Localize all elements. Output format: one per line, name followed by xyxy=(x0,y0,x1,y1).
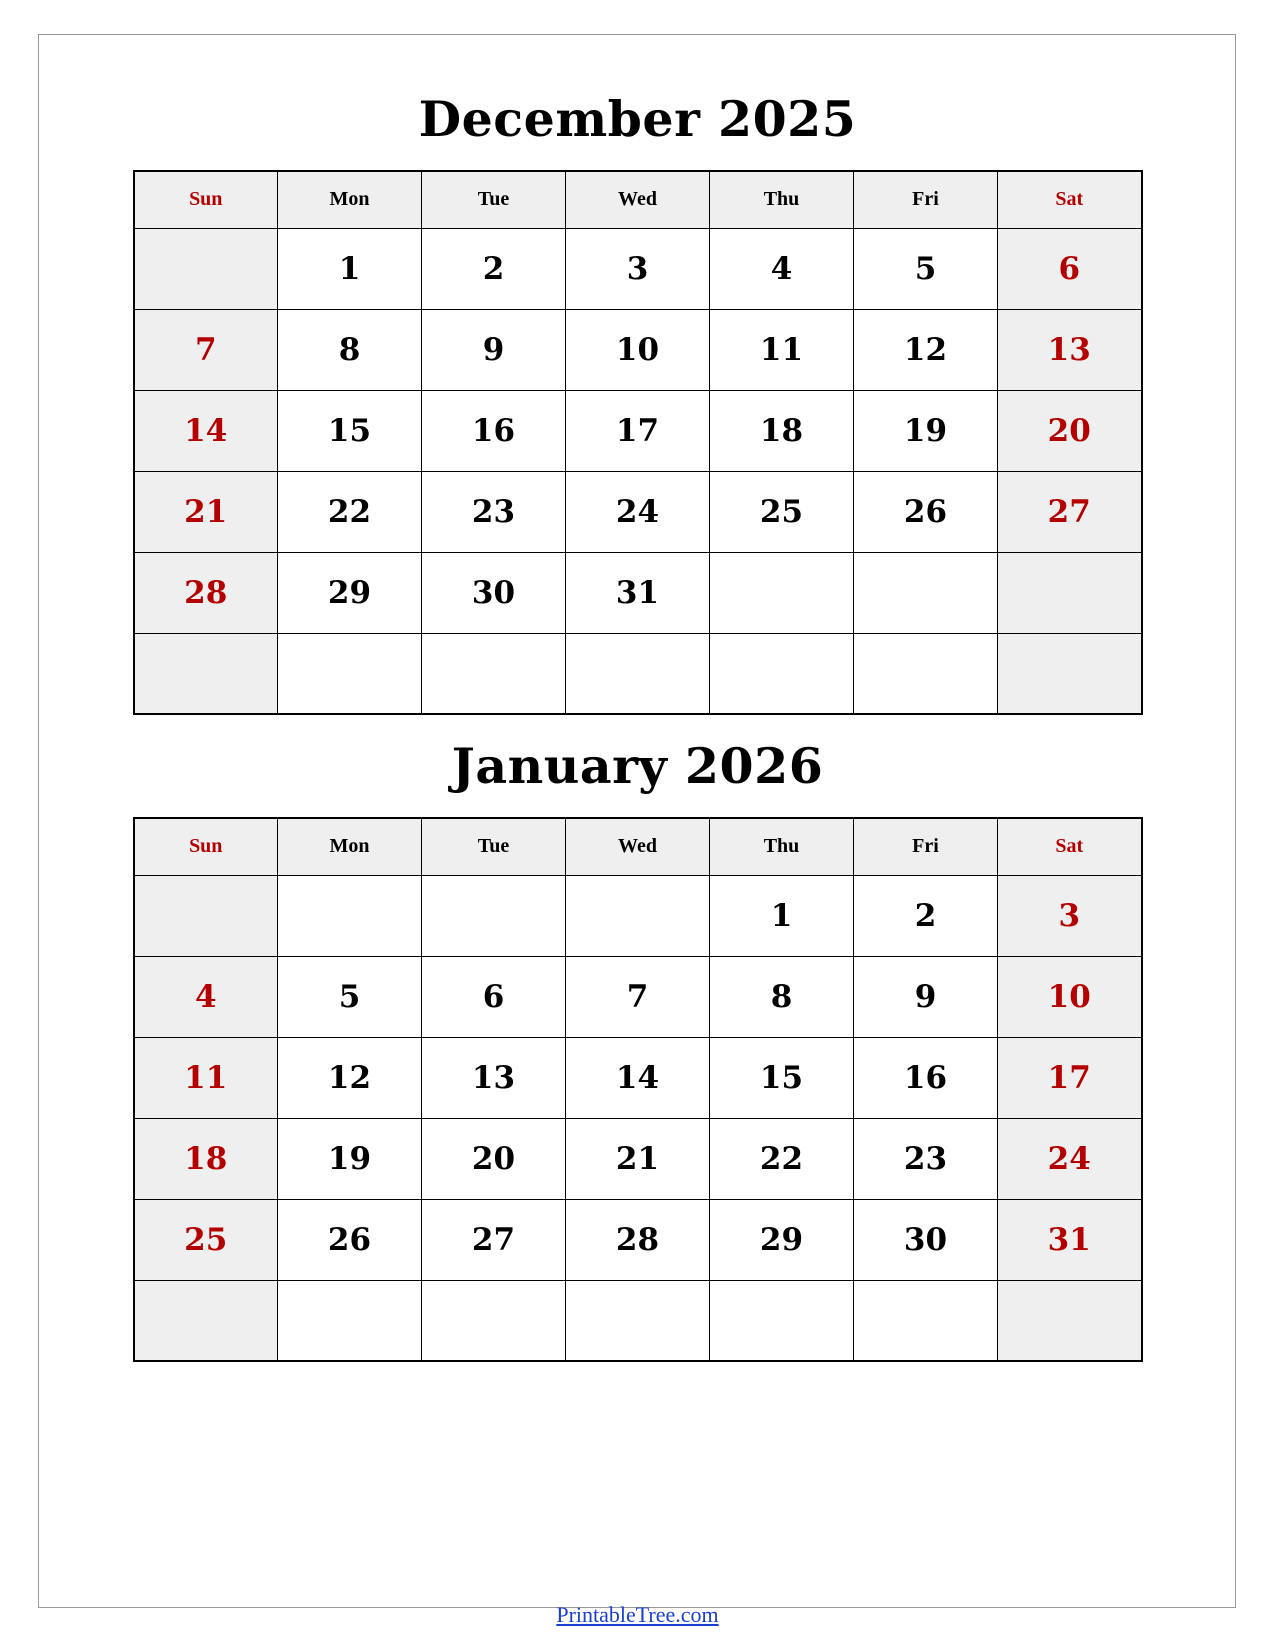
day-cell[interactable]: 18 xyxy=(710,390,854,471)
day-cell[interactable]: 11 xyxy=(134,1037,278,1118)
weekday-sun: Sun xyxy=(134,171,278,228)
weekday-thu: Thu xyxy=(710,818,854,875)
printabletree-link[interactable]: PrintableTree.com xyxy=(556,1602,719,1627)
day-cell[interactable]: 13 xyxy=(998,309,1142,390)
day-cell[interactable] xyxy=(998,1280,1142,1361)
calendar-week-row xyxy=(134,1280,1142,1361)
day-cell[interactable]: 11 xyxy=(710,309,854,390)
weekday-sat: Sat xyxy=(998,818,1142,875)
day-cell[interactable]: 23 xyxy=(422,471,566,552)
day-cell[interactable] xyxy=(998,552,1142,633)
day-cell[interactable]: 27 xyxy=(998,471,1142,552)
day-cell[interactable]: 14 xyxy=(134,390,278,471)
day-cell[interactable]: 28 xyxy=(134,552,278,633)
weekday-sun: Sun xyxy=(134,818,278,875)
day-cell[interactable] xyxy=(566,633,710,714)
weekday-sat: Sat xyxy=(998,171,1142,228)
weekday-header-row xyxy=(134,171,1142,228)
day-cell[interactable]: 5 xyxy=(854,228,998,309)
day-cell[interactable]: 3 xyxy=(998,875,1142,956)
day-cell[interactable]: 16 xyxy=(422,390,566,471)
day-cell[interactable]: 7 xyxy=(134,309,278,390)
day-cell[interactable]: 20 xyxy=(998,390,1142,471)
weekday-wed: Wed xyxy=(566,818,710,875)
weekday-wed: Wed xyxy=(566,171,710,228)
footer xyxy=(0,1602,1275,1628)
calendar-content xyxy=(30,30,1245,1362)
day-cell[interactable]: 8 xyxy=(278,309,422,390)
day-cell[interactable]: 13 xyxy=(422,1037,566,1118)
day-cell[interactable]: 18 xyxy=(134,1118,278,1199)
calendar-week-row xyxy=(134,1118,1142,1199)
day-cell[interactable]: 21 xyxy=(134,471,278,552)
month-block-january xyxy=(133,715,1143,1362)
day-cell[interactable]: 24 xyxy=(998,1118,1142,1199)
day-cell[interactable] xyxy=(278,1280,422,1361)
day-cell[interactable]: 26 xyxy=(854,471,998,552)
weekday-fri: Fri xyxy=(854,818,998,875)
day-cell[interactable]: 30 xyxy=(854,1199,998,1280)
day-cell[interactable]: 3 xyxy=(566,228,710,309)
month-block-december xyxy=(133,30,1143,715)
day-cell[interactable]: 5 xyxy=(278,956,422,1037)
day-cell[interactable]: 26 xyxy=(278,1199,422,1280)
day-cell[interactable]: 9 xyxy=(854,956,998,1037)
day-cell[interactable] xyxy=(710,1280,854,1361)
day-cell[interactable]: 7 xyxy=(566,956,710,1037)
day-cell[interactable]: 9 xyxy=(422,309,566,390)
day-cell[interactable]: 8 xyxy=(710,956,854,1037)
day-cell[interactable]: 28 xyxy=(566,1199,710,1280)
weekday-tue: Tue xyxy=(422,171,566,228)
day-cell[interactable]: 10 xyxy=(566,309,710,390)
day-cell[interactable]: 21 xyxy=(566,1118,710,1199)
day-cell[interactable]: 2 xyxy=(854,875,998,956)
day-cell[interactable] xyxy=(134,1280,278,1361)
day-cell[interactable] xyxy=(134,633,278,714)
calendar-week-row xyxy=(134,471,1142,552)
day-cell[interactable]: 29 xyxy=(278,552,422,633)
weekday-mon: Mon xyxy=(278,818,422,875)
weekday-fri: Fri xyxy=(854,171,998,228)
day-cell[interactable]: 12 xyxy=(278,1037,422,1118)
day-cell[interactable]: 20 xyxy=(422,1118,566,1199)
day-cell[interactable] xyxy=(710,552,854,633)
day-cell[interactable] xyxy=(278,633,422,714)
weekday-header-row xyxy=(134,818,1142,875)
day-cell[interactable] xyxy=(710,633,854,714)
day-cell[interactable]: 1 xyxy=(278,228,422,309)
day-cell[interactable]: 4 xyxy=(710,228,854,309)
day-cell[interactable]: 31 xyxy=(998,1199,1142,1280)
calendar-week-row xyxy=(134,1199,1142,1280)
day-cell[interactable]: 25 xyxy=(710,471,854,552)
day-cell[interactable]: 17 xyxy=(998,1037,1142,1118)
day-cell[interactable]: 16 xyxy=(854,1037,998,1118)
day-cell[interactable]: 22 xyxy=(278,471,422,552)
day-cell[interactable]: 24 xyxy=(566,471,710,552)
day-cell[interactable]: 17 xyxy=(566,390,710,471)
calendar-week-row xyxy=(134,228,1142,309)
day-cell[interactable]: 15 xyxy=(278,390,422,471)
day-cell[interactable] xyxy=(422,875,566,956)
day-cell[interactable]: 6 xyxy=(422,956,566,1037)
weekday-thu: Thu xyxy=(710,171,854,228)
day-cell[interactable]: 19 xyxy=(854,390,998,471)
calendar-table-january xyxy=(133,817,1143,1362)
day-cell[interactable] xyxy=(566,1280,710,1361)
day-cell[interactable] xyxy=(998,633,1142,714)
day-cell[interactable] xyxy=(854,552,998,633)
day-cell[interactable]: 23 xyxy=(854,1118,998,1199)
weekday-tue: Tue xyxy=(422,818,566,875)
calendar-week-row xyxy=(134,552,1142,633)
calendar-week-row xyxy=(134,309,1142,390)
day-cell[interactable] xyxy=(422,633,566,714)
day-cell[interactable]: 31 xyxy=(566,552,710,633)
day-cell[interactable]: 10 xyxy=(998,956,1142,1037)
calendar-week-row xyxy=(134,390,1142,471)
day-cell[interactable] xyxy=(854,633,998,714)
calendar-week-row xyxy=(134,1037,1142,1118)
calendar-week-row xyxy=(134,633,1142,714)
day-cell[interactable] xyxy=(278,875,422,956)
calendar-week-row xyxy=(134,875,1142,956)
calendar-table-december xyxy=(133,170,1143,715)
day-cell[interactable] xyxy=(566,875,710,956)
month-title-january: January 2026 xyxy=(451,737,824,795)
day-cell[interactable]: 1 xyxy=(710,875,854,956)
day-cell[interactable]: 30 xyxy=(422,552,566,633)
day-cell[interactable]: 4 xyxy=(134,956,278,1037)
day-cell[interactable]: 6 xyxy=(998,228,1142,309)
day-cell[interactable] xyxy=(854,1280,998,1361)
calendar-week-row xyxy=(134,956,1142,1037)
day-cell[interactable] xyxy=(422,1280,566,1361)
day-cell[interactable]: 25 xyxy=(134,1199,278,1280)
month-title-december: December 2025 xyxy=(418,90,857,148)
day-cell[interactable]: 22 xyxy=(710,1118,854,1199)
day-cell[interactable]: 27 xyxy=(422,1199,566,1280)
day-cell[interactable]: 12 xyxy=(854,309,998,390)
day-cell[interactable]: 2 xyxy=(422,228,566,309)
day-cell[interactable] xyxy=(134,875,278,956)
day-cell[interactable]: 15 xyxy=(710,1037,854,1118)
day-cell[interactable]: 19 xyxy=(278,1118,422,1199)
day-cell[interactable]: 14 xyxy=(566,1037,710,1118)
weekday-mon: Mon xyxy=(278,171,422,228)
day-cell[interactable] xyxy=(134,228,278,309)
day-cell[interactable]: 29 xyxy=(710,1199,854,1280)
